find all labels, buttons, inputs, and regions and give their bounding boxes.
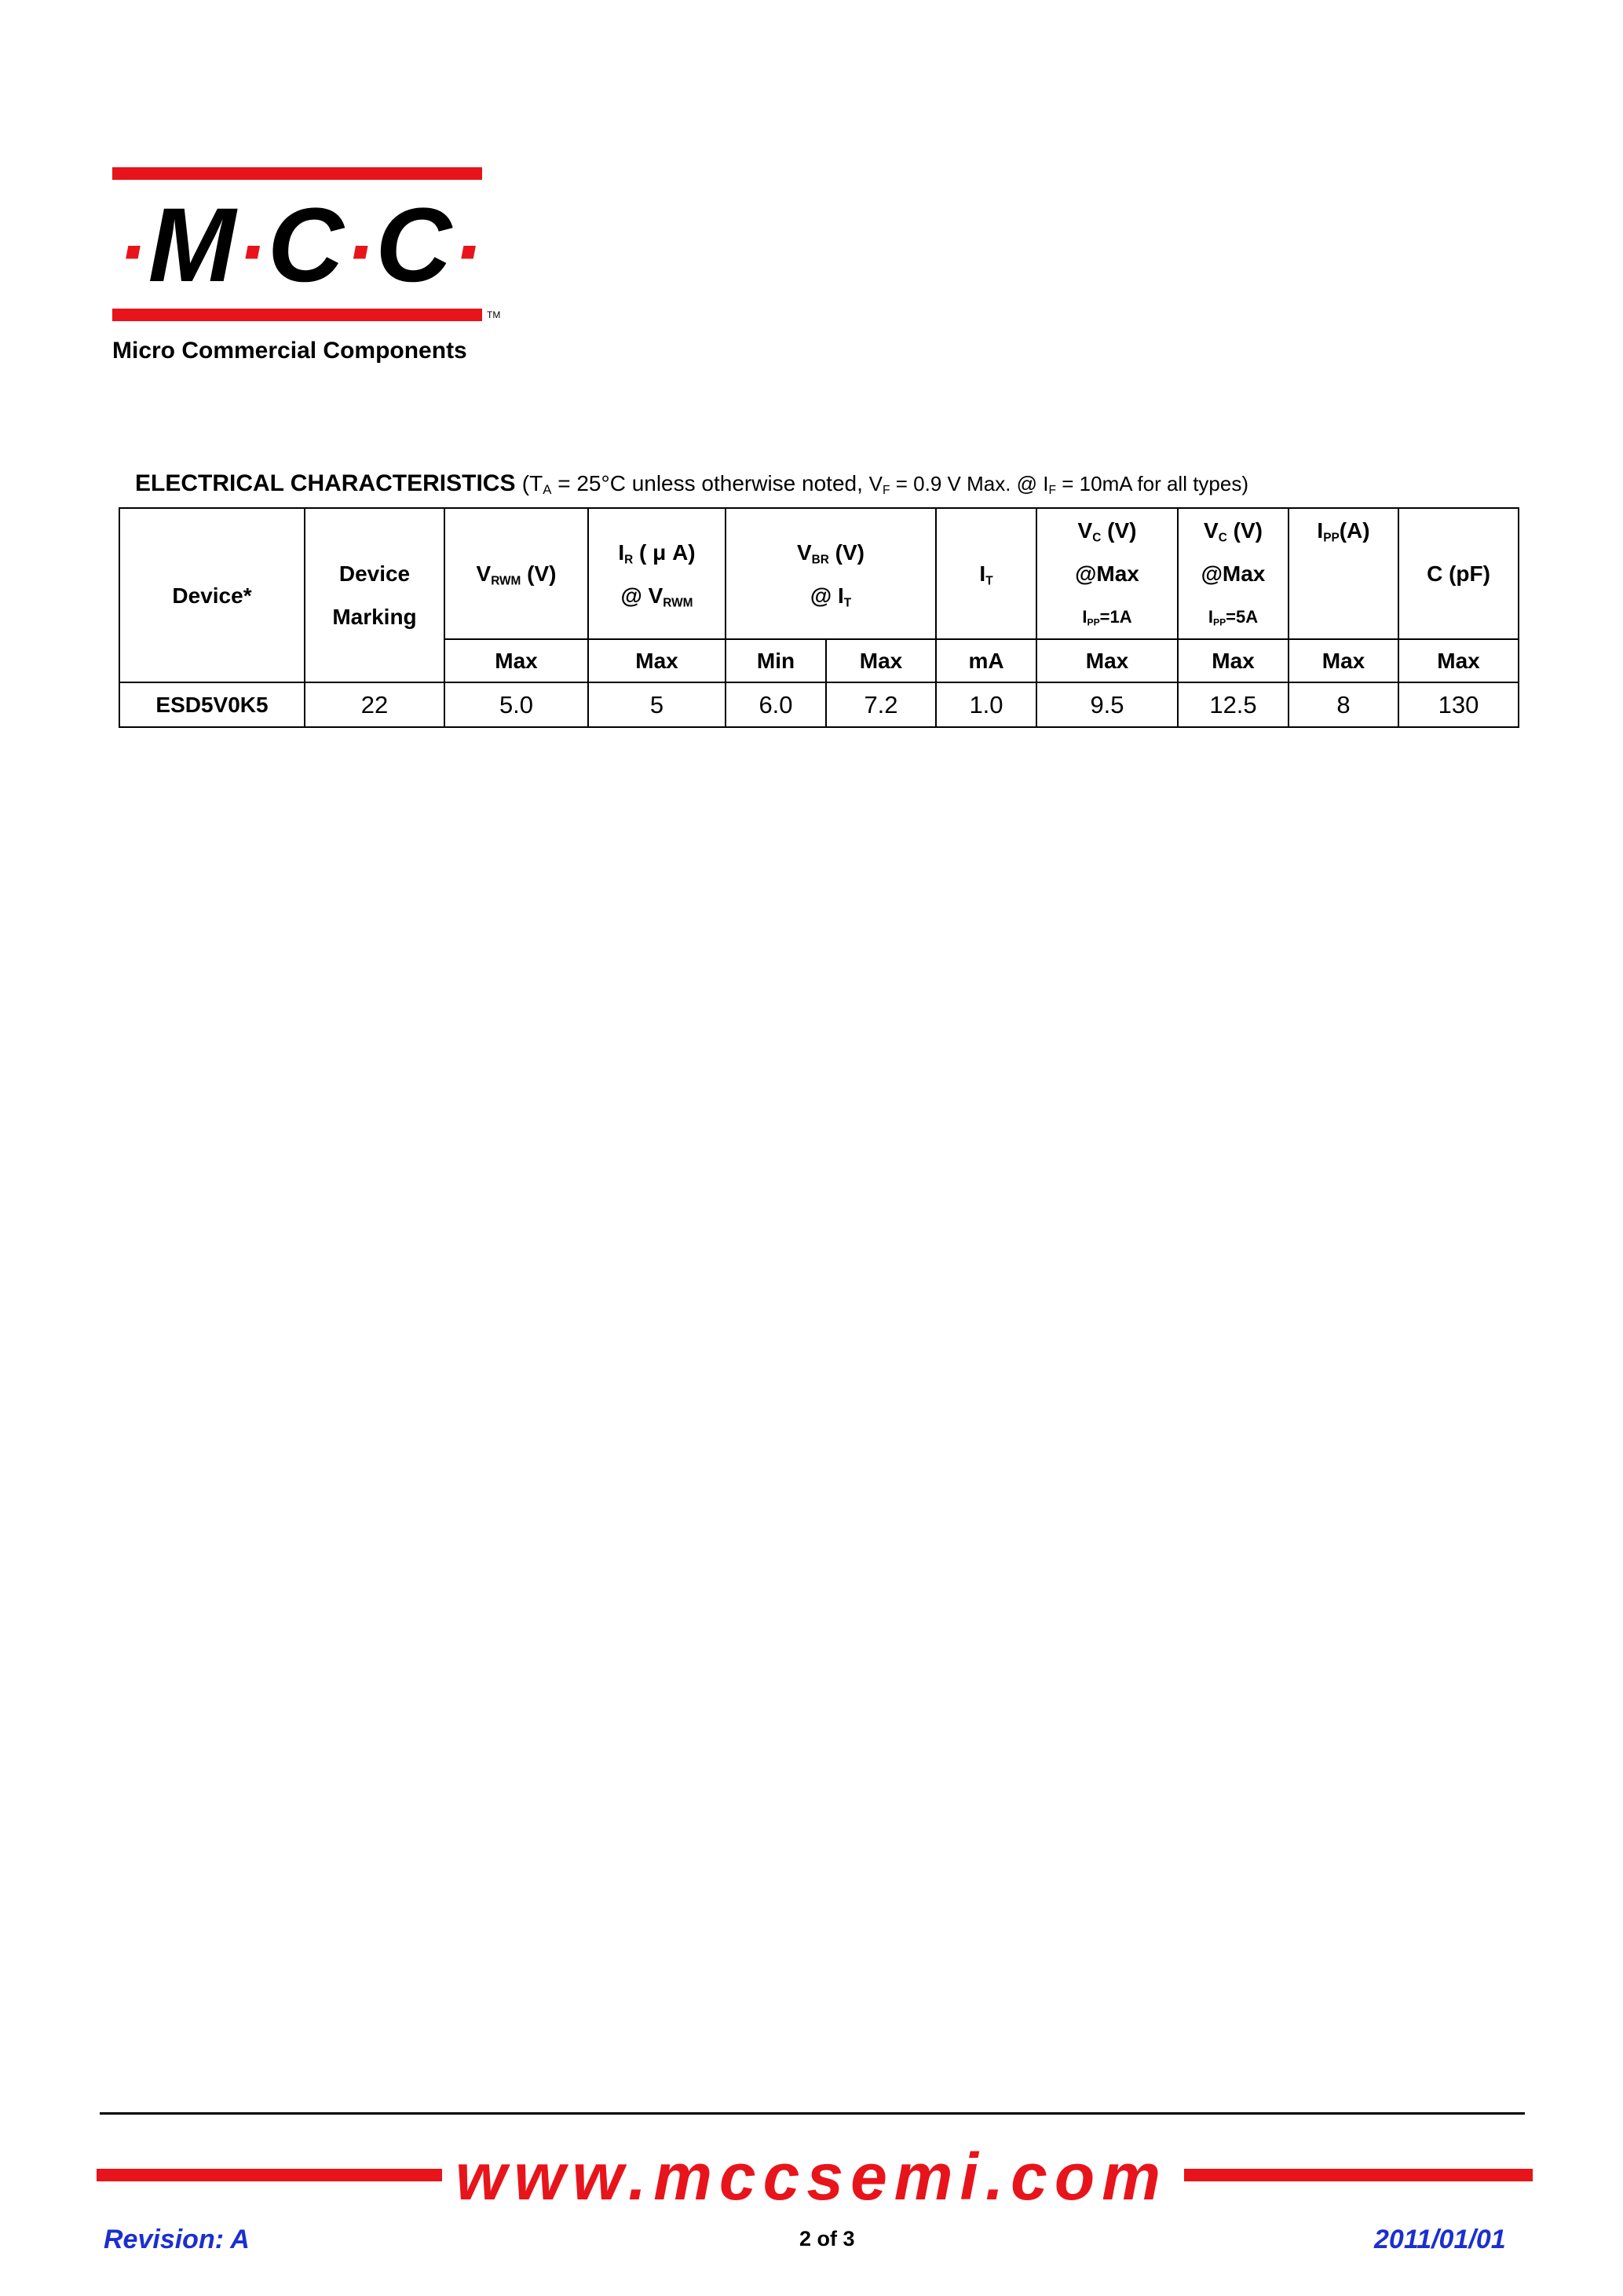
document-date: 2011/01/01 xyxy=(1374,2225,1506,2254)
cell-it: 1.0 xyxy=(936,682,1036,727)
logo-bottom-bar xyxy=(112,309,482,321)
table-header-row xyxy=(119,508,1519,639)
cell-device: ESD5V0K5 xyxy=(119,682,305,727)
section-conditions: ($T_A = 25^\circ C$ unless otherwise noted, xyxy=(521,471,869,498)
header-vc-1a: VC (V) @Max IPP=1A xyxy=(1036,508,1178,639)
company-name: Micro Commercial Components xyxy=(112,338,467,364)
subheader-cell: Max xyxy=(1398,639,1519,682)
section-note: $V_F = 0.9$ V Max. @ $I_F = 10mA$ for all types) xyxy=(868,472,1248,497)
footer-rule xyxy=(100,2112,1525,2115)
mcc-logo: ·M·C·C· xyxy=(118,187,484,304)
footer-red-bar-left xyxy=(97,2169,442,2181)
subheader-cell: Max xyxy=(444,639,588,682)
header-ipp: IPP(A) xyxy=(1289,508,1398,639)
cell-vbr-min: 6.0 xyxy=(726,682,826,727)
cell-ipp-max: 8 xyxy=(1289,682,1398,727)
subheader-cell: Max xyxy=(1036,639,1178,682)
subheader-cell: Min xyxy=(726,639,826,682)
cell-cap-max: 130 xyxy=(1398,682,1519,727)
subheader-cell: Max xyxy=(588,639,726,682)
header-device: Device* xyxy=(119,508,305,682)
subheader-cell: Max xyxy=(1289,639,1398,682)
header-it: IT xyxy=(936,508,1036,639)
cell-vrwm-max: 5.0 xyxy=(444,682,588,727)
section-title: ELECTRICAL CHARACTERISTICS xyxy=(135,470,516,496)
cell-vbr-max: 7.2 xyxy=(826,682,936,727)
header-vc-5a: VC (V) @Max IPP=5A xyxy=(1178,508,1289,639)
header-ir: IR ( μ A) @ VRWM xyxy=(588,508,726,639)
page-number: 2 of 3 xyxy=(799,2227,855,2250)
subheader-cell: Max xyxy=(826,639,936,682)
header-vrwm: VRWM (V) xyxy=(444,508,588,639)
subheader-cell: Max xyxy=(1178,639,1289,682)
cell-vc-1a-max: 9.5 xyxy=(1036,682,1178,727)
header-vbr: VBR (V) @ IT xyxy=(726,508,936,639)
cell-marking: 22 xyxy=(305,682,444,727)
cell-vc-5a-max: 12.5 xyxy=(1178,682,1289,727)
footer-red-bar-right xyxy=(1184,2169,1533,2181)
electrical-characteristics-table xyxy=(119,507,1519,728)
logo-top-bar xyxy=(112,167,482,180)
website-url[interactable]: www.mccsemi.com xyxy=(455,2140,1168,2214)
trademark-mark: TM xyxy=(487,309,501,320)
table-row xyxy=(119,682,1519,727)
header-capacitance: C (pF) xyxy=(1398,508,1519,639)
revision-label: Revision: A xyxy=(104,2225,250,2254)
section-heading xyxy=(135,470,1248,497)
cell-ir-max: 5 xyxy=(588,682,726,727)
subheader-cell: mA xyxy=(936,639,1036,682)
header-marking: Device Marking xyxy=(305,508,444,682)
